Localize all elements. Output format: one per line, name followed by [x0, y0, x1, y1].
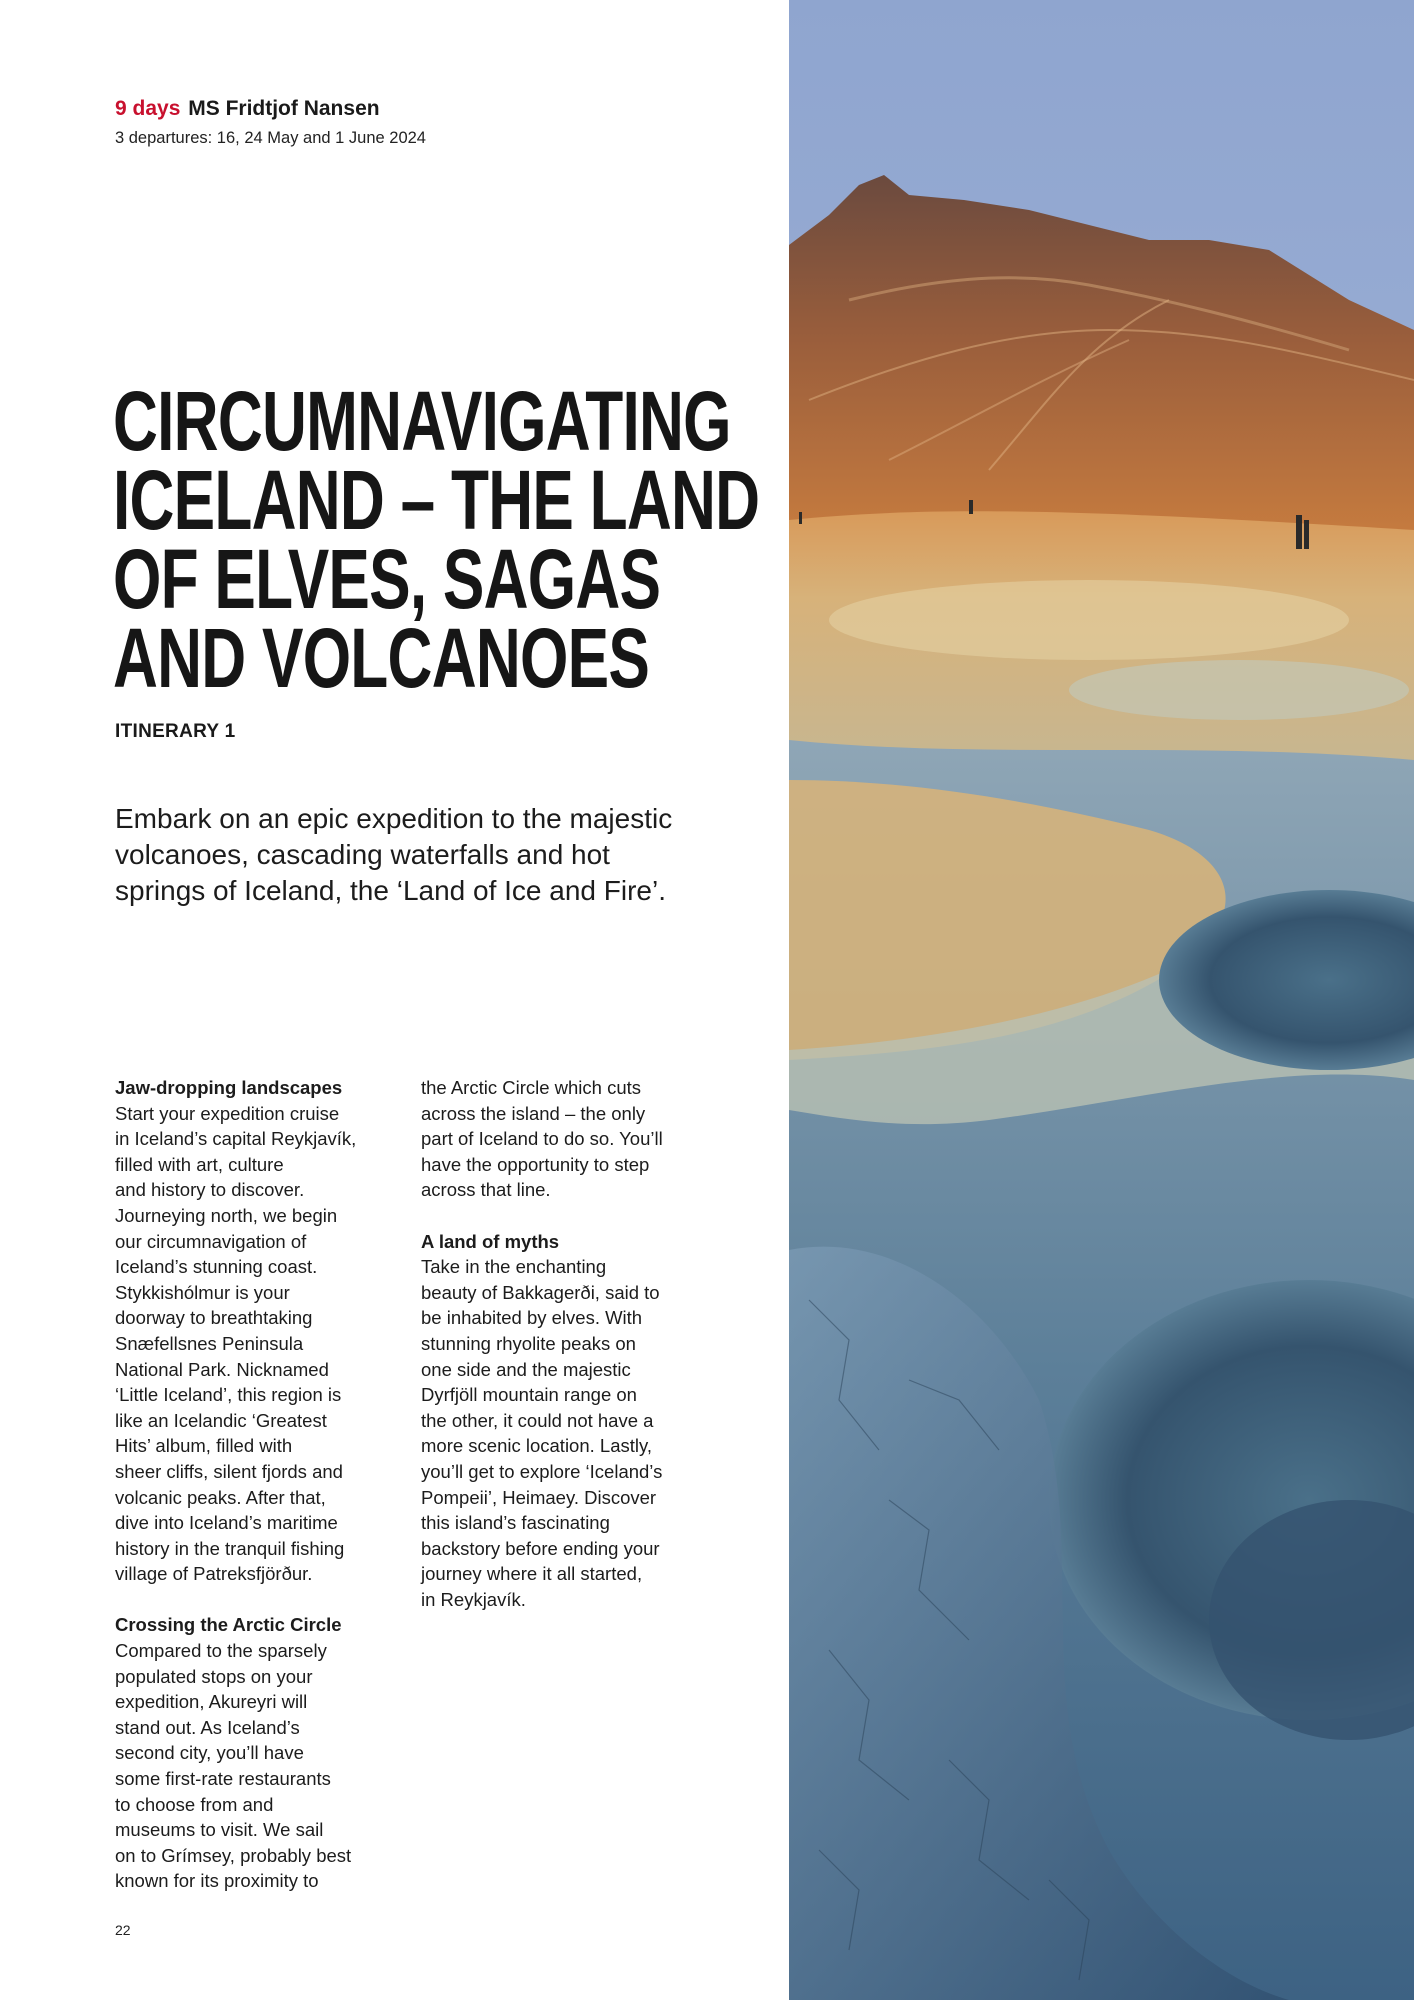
trip-duration: 9 days — [115, 97, 181, 120]
page-number: 22 — [115, 1922, 131, 1938]
text-line: doorway to breathtaking — [115, 1307, 313, 1329]
text-line: the other, it could not have a — [421, 1409, 654, 1431]
text-line: in Reykjavík. — [421, 1588, 526, 1610]
departure-dates: 3 departures: 16, 24 May and 1 June 2024 — [115, 129, 426, 147]
text-line: populated stops on your — [115, 1665, 313, 1687]
section-heading: A land of myths — [421, 1230, 560, 1252]
text-line: filled with art, culture — [115, 1153, 284, 1175]
text-line: and history to discover. — [115, 1179, 305, 1201]
text-line: across that line. — [421, 1179, 551, 1201]
text-line: our circumnavigation of — [115, 1230, 307, 1252]
text-line: Take in the enchanting — [421, 1256, 607, 1278]
text-line: Iceland’s stunning coast. — [115, 1256, 318, 1278]
text-line: second city, you’ll have — [115, 1742, 304, 1764]
text-line: stunning rhyolite peaks on — [421, 1332, 636, 1354]
text-line: the Arctic Circle which cuts — [421, 1077, 642, 1098]
volcanic-landscape-illustration — [789, 0, 1414, 2000]
text-line: have the opportunity to step — [421, 1153, 650, 1175]
text-line: be inhabited by elves. With — [421, 1307, 643, 1329]
text-line: this island’s fascinating — [421, 1512, 610, 1534]
text-line: backstory before ending your — [421, 1537, 660, 1559]
section-heading: Crossing the Arctic Circle — [115, 1614, 342, 1636]
title-line: ICELAND – THE LAND — [113, 453, 760, 547]
page-title — [113, 374, 760, 705]
section-body-continued — [421, 1075, 721, 1203]
section-body — [115, 1101, 415, 1587]
text-line: Snæfellsnes Peninsula — [115, 1332, 304, 1354]
text-line: stand out. As Iceland’s — [115, 1716, 300, 1738]
text-line: ‘Little Iceland’, this region is — [115, 1384, 342, 1406]
text-line: part of Iceland to do so. You’ll — [421, 1128, 663, 1150]
text-line: volcanic peaks. After that, — [115, 1486, 326, 1508]
text-line: village of Patreksfjörður. — [115, 1563, 313, 1585]
text-line: like an Icelandic ‘Greatest — [115, 1409, 327, 1431]
text-line: Dyrfjöll mountain range on — [421, 1384, 637, 1406]
itinerary-label: ITINERARY 1 — [115, 721, 236, 742]
title-line: OF ELVES, SAGAS — [113, 532, 661, 626]
text-line: dive into Iceland’s maritime — [115, 1512, 338, 1534]
text-line: Compared to the sparsely — [115, 1640, 327, 1662]
section-heading: Jaw-dropping landscapes — [115, 1077, 343, 1098]
text-line: to choose from and — [115, 1793, 274, 1815]
text-line: some first-rate restaurants — [115, 1768, 331, 1790]
text-line: beauty of Bakkagerði, said to — [421, 1281, 660, 1303]
text-line: across the island – the only — [421, 1102, 646, 1124]
text-line: you’ll get to explore ‘Iceland’s — [421, 1460, 663, 1482]
text-line: journey where it all started, — [421, 1563, 643, 1585]
text-line: in Iceland’s capital Reykjavík, — [115, 1128, 357, 1150]
text-line: National Park. Nicknamed — [115, 1358, 329, 1380]
title-line: CIRCUMNAVIGATING — [113, 374, 731, 468]
trip-header — [115, 96, 715, 149]
text-line: expedition, Akureyri will — [115, 1691, 308, 1713]
text-line: Journeying north, we begin — [115, 1204, 338, 1226]
intro-paragraph: Embark on an epic expedition to the majestic volcanoes, cascading waterfalls and hot springs of Iceland, the ‘Land of Ice and Fire’. — [115, 803, 673, 906]
text-line: on to Grímsey, probably best — [115, 1844, 352, 1866]
text-line: Start your expedition cruise — [115, 1102, 340, 1124]
text-line: more scenic location. Lastly, — [421, 1435, 653, 1457]
text-column-left — [115, 1075, 415, 1894]
text-line: Pompeii’, Heimaey. Discover — [421, 1486, 657, 1508]
ship-name: MS Fridtjof Nansen — [188, 97, 380, 120]
text-line: Hits’ album, filled with — [115, 1435, 293, 1457]
text-line: sheer cliffs, silent fjords and — [115, 1460, 343, 1482]
text-line: one side and the majestic — [421, 1358, 631, 1380]
text-line: Stykkishólmur is your — [115, 1281, 290, 1303]
section-body — [115, 1638, 415, 1894]
trip-summary — [115, 96, 715, 122]
text-line: history in the tranquil fishing — [115, 1537, 345, 1559]
title-line: AND VOLCANOES — [113, 611, 650, 705]
text-line: museums to visit. We sail — [115, 1819, 324, 1841]
landscape-photo — [789, 0, 1414, 2000]
text-column-right — [421, 1075, 721, 1612]
section-body — [421, 1254, 721, 1612]
text-line: known for its proximity to — [115, 1870, 319, 1892]
